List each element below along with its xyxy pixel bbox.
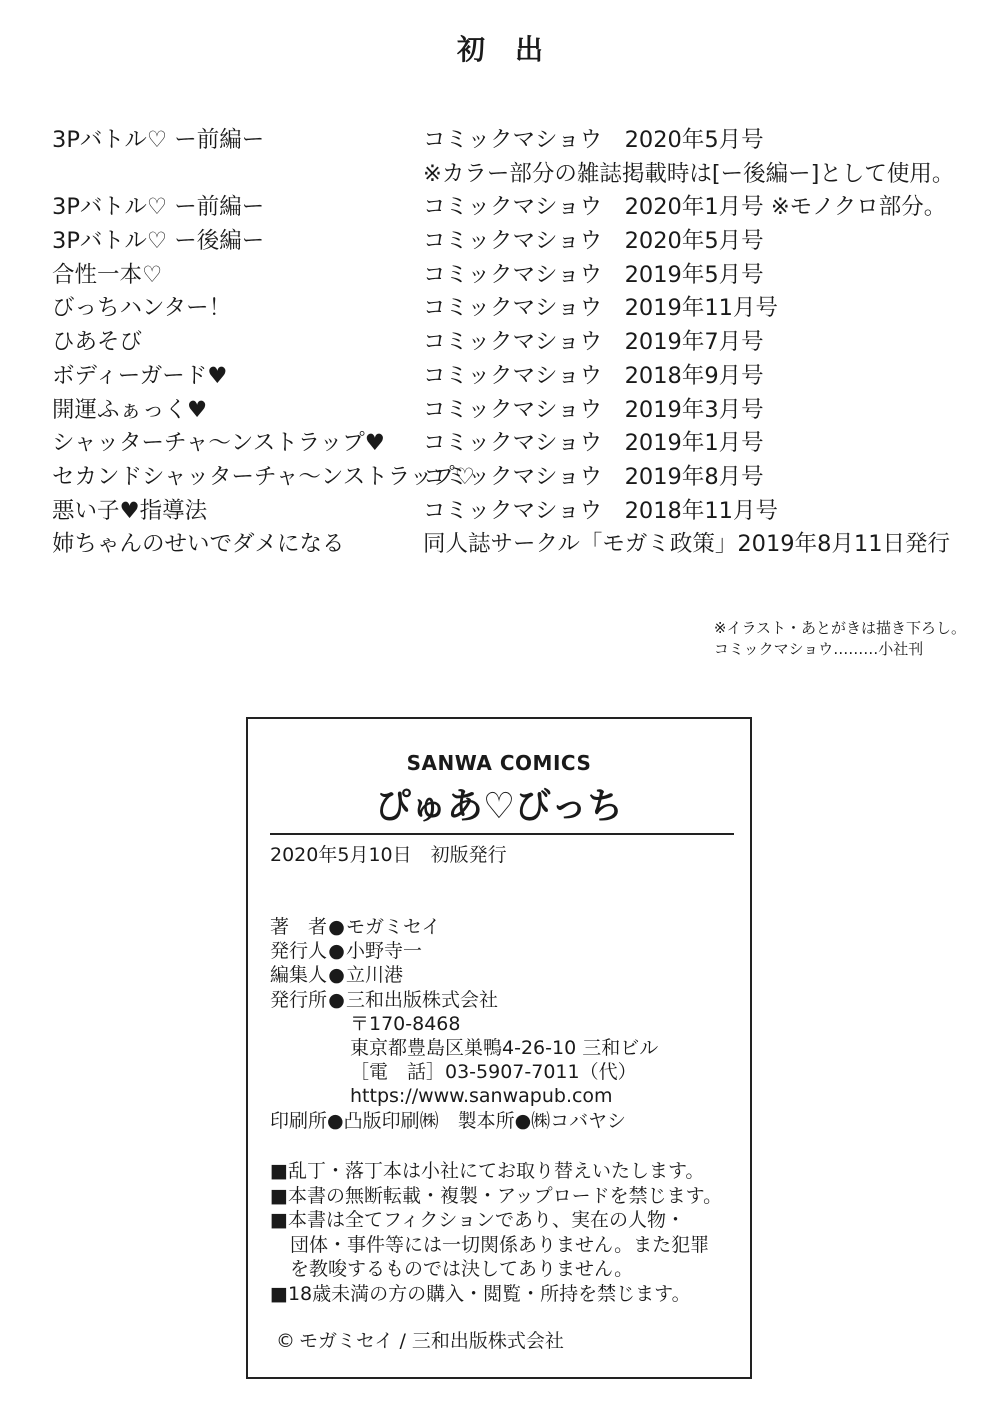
title-divider [270, 833, 734, 835]
publication-source: コミックマショウ 2020年5月号 [423, 228, 764, 255]
website-url: https://www.sanwapub.com [350, 1085, 613, 1108]
book-title: ぴゅあ♡びっち [374, 786, 624, 827]
publication-row [52, 495, 982, 529]
publication-title: 3Pバトル♡ ー前編ー [52, 127, 265, 153]
notice-line: ■乱丁・落丁本は小社にてお取り替えいたします。 [270, 1160, 705, 1182]
publication-row [52, 259, 982, 293]
publication-row [52, 225, 982, 259]
credit-name: 三和出版株式会社 [346, 988, 499, 1011]
note-line: コミックマショウ………小社刊 [713, 640, 924, 658]
credit-row [270, 963, 658, 987]
publication-source: 同人誌サークル「モガミ政策」2019年8月11日発行 [423, 531, 951, 558]
publication-title: びっちハンター！ [52, 295, 232, 322]
publication-row [52, 292, 982, 326]
publication-title: 3Pバトル♡ ー後編ー [52, 228, 265, 255]
publication-row [52, 394, 982, 428]
print-line: 印刷所●凸版印刷㈱ 製本所●㈱コバヤシ [270, 1109, 626, 1132]
page-heading: 初出 [456, 33, 573, 66]
publication-row [52, 191, 982, 225]
notice-line: ■18歳未満の方の購入・閲覧・所持を禁じます。 [270, 1282, 691, 1305]
copyright-icon: © [276, 1330, 295, 1352]
publication-title: 開運ふぁっく♥ [52, 396, 208, 423]
publication-title: 悪い子♥指導法 [52, 497, 208, 524]
street-address: 東京都豊島区巣鴨4-26-10 三和ビル [350, 1036, 659, 1059]
edition-date: 2020年5月10日 初版発行 [270, 844, 507, 866]
publication-source: コミックマショウ 2020年1月号 ※モノクロ部分。 [423, 194, 947, 221]
credit-role: 発行人 [270, 940, 328, 963]
publication-title: 合性一本♡ [52, 261, 163, 288]
publication-title: ひあそび [52, 329, 143, 356]
bullet-icon: ● [328, 988, 345, 1011]
publication-source: コミックマショウ 2019年7月号 [423, 329, 764, 356]
publication-list [52, 124, 982, 562]
credit-role: 著 者 [270, 916, 328, 938]
bullet-icon: ● [328, 916, 345, 938]
credit-row [270, 988, 658, 1012]
credit-name: 小野寺一 [346, 940, 423, 963]
publication-source: コミックマショウ 2019年11月号 [423, 295, 778, 322]
publication-row [52, 427, 982, 461]
publication-source: コミックマショウ 2020年5月号 [423, 127, 764, 153]
publication-row [52, 158, 982, 192]
publication-row [52, 326, 982, 360]
publication-title: 3Pバトル♡ ー前編ー [52, 194, 265, 221]
bullet-icon: ● [328, 964, 345, 987]
publication-source: コミックマショウ 2018年11月号 [423, 497, 778, 524]
copyright-text: モガミセイ / 三和出版株式会社 [299, 1330, 564, 1352]
publication-source: ※カラー部分の雑誌掲載時は[ー後編ー]として使用。 [423, 160, 955, 187]
publication-row [52, 528, 982, 562]
publication-title: シャッターチャ〜ンストラップ♥ [52, 430, 385, 457]
publication-source: コミックマショウ 2018年9月号 [423, 362, 764, 389]
credit-role: 編集人 [270, 964, 328, 987]
publication-source: コミックマショウ 2019年8月号 [423, 463, 764, 490]
phone-number: ［電 話］03-5907-7011（代） [350, 1061, 637, 1084]
colophon-box [246, 717, 752, 1379]
publication-row [52, 124, 982, 158]
notice-line: 団体・事件等には一切関係ありません。また犯罪 [290, 1233, 710, 1256]
publication-title: 姉ちゃんのせいでダメになる [52, 531, 345, 558]
notes [714, 618, 966, 660]
credit-name: 立川港 [346, 964, 404, 987]
notice-line: を教唆するものでは決してありません。 [290, 1258, 634, 1280]
publication-source: コミックマショウ 2019年1月号 [423, 430, 764, 457]
copyright-line [276, 1327, 564, 1355]
credit-row [270, 915, 658, 939]
publication-title: セカンドシャッターチャ〜ンストラップ♡ [52, 463, 475, 490]
bullet-icon: ● [328, 940, 345, 963]
publication-row [52, 360, 982, 394]
publication-source: コミックマショウ 2019年5月号 [423, 261, 764, 288]
publication-title: ボディーガード♥ [52, 362, 228, 389]
notice-list [270, 1159, 722, 1306]
note-line: ※イラスト・あとがきは描き下ろし。 [713, 619, 966, 637]
credit-row [270, 939, 658, 963]
credits-block [270, 915, 658, 1133]
notice-line: ■本書の無断転載・複製・アップロードを禁じます。 [270, 1184, 723, 1207]
credit-role: 発行所 [270, 988, 328, 1011]
publication-row [52, 461, 982, 495]
publication-source: コミックマショウ 2019年3月号 [423, 396, 764, 423]
postal-code: 〒170-8468 [350, 1012, 461, 1035]
imprint-label: SANWA COMICS [406, 751, 592, 775]
notice-line: ■本書は全てフィクションであり、実在の人物・ [270, 1209, 686, 1231]
credit-name: モガミセイ [346, 916, 441, 938]
